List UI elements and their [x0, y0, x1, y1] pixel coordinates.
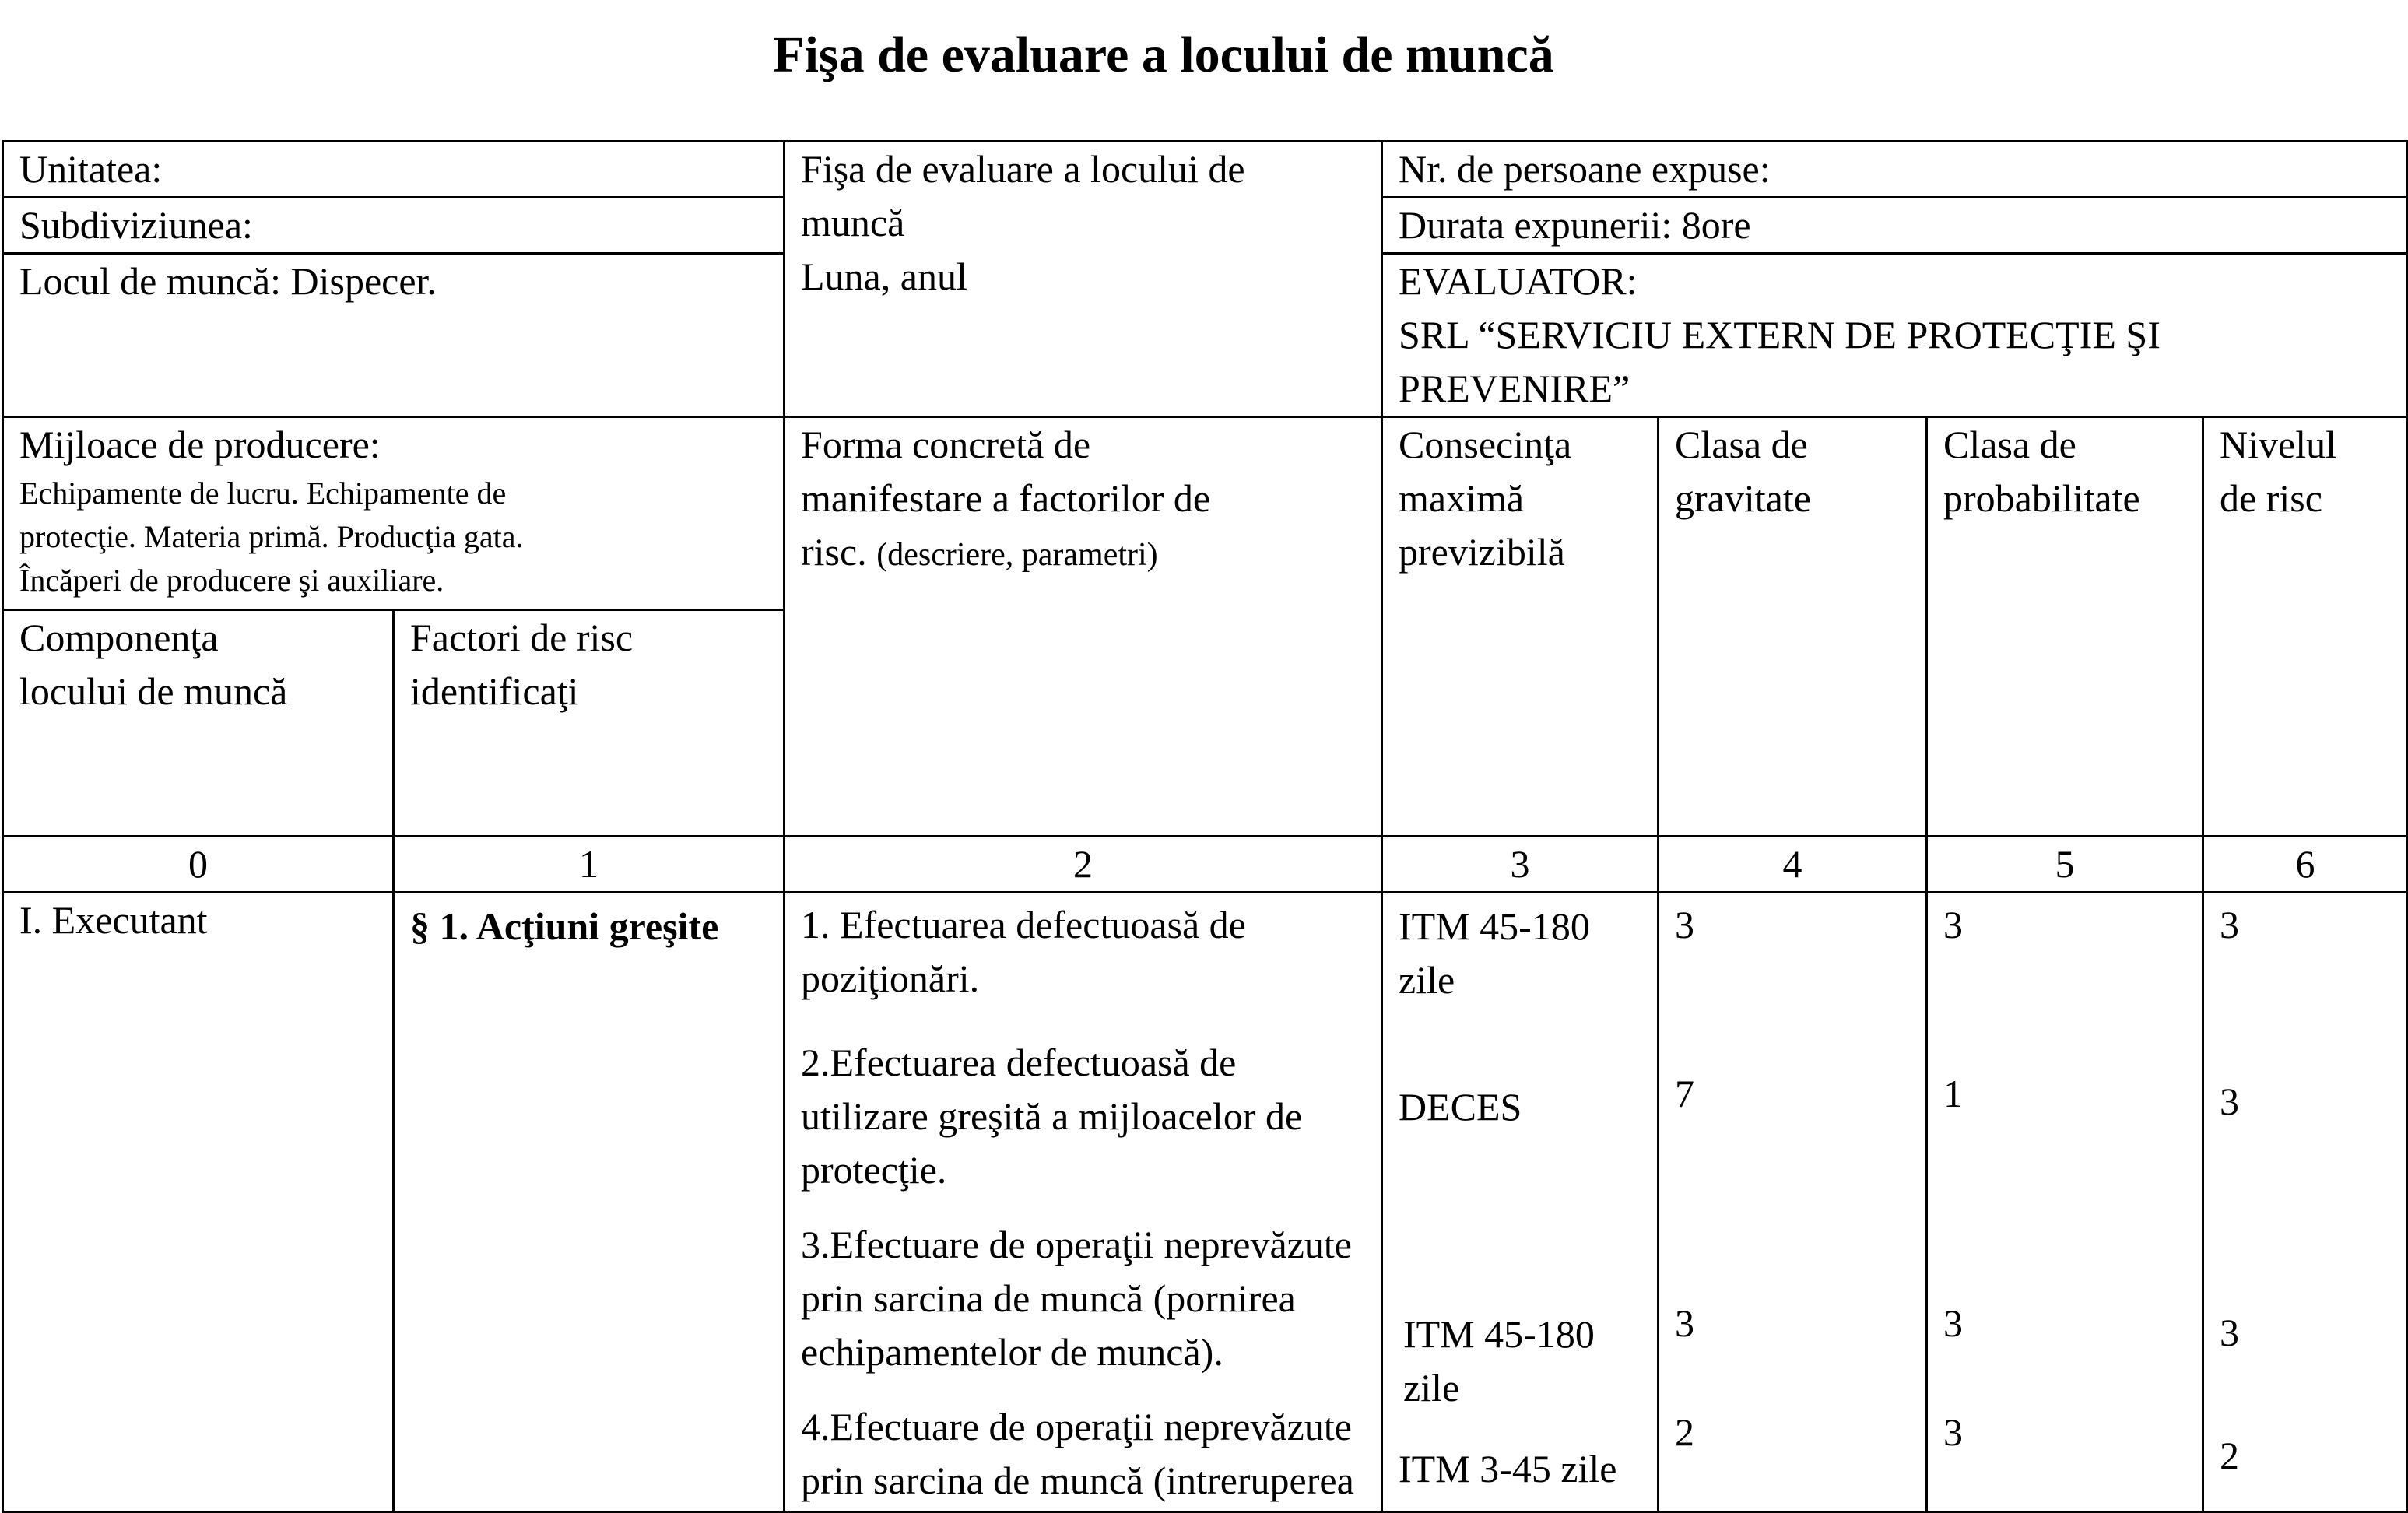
level-value: 3	[2220, 1311, 2240, 1354]
fisa-title-line1: Fişa de evaluare a locului de	[801, 147, 1245, 191]
durata-label: Durata expunerii: 8ore	[1399, 203, 1751, 247]
factori-header-cell	[394, 610, 785, 837]
durata-cell	[1382, 198, 2408, 254]
column-number: 2	[785, 837, 1382, 893]
level-cell	[2203, 893, 2408, 1512]
fisa-info-cell	[785, 142, 1382, 417]
mijloace-desc-line3: Încăperi de producere şi auxiliare.	[19, 563, 444, 598]
nivel-header-cell	[2203, 417, 2408, 837]
factori-header-line1: Factori de risc	[410, 616, 634, 659]
column-number: 1	[394, 837, 785, 893]
probability-value: 3	[1943, 1301, 1964, 1345]
componenta-header-line1: Componenţa	[19, 616, 219, 659]
document-title: Fişa de evaluare a locului de muncă	[773, 26, 1554, 83]
forma-header-cell	[785, 417, 1382, 837]
mijloace-title: Mijloace de producere:	[19, 423, 381, 466]
table-row	[3, 893, 2408, 1512]
probability-cell	[1927, 893, 2203, 1512]
risk-description-1: 1. Efectuarea defectuoasă de poziţionări.	[801, 903, 1246, 1000]
unitatea-label: Unitatea:	[19, 147, 163, 191]
gravity-value: 3	[1675, 903, 1695, 946]
risk-description-4: 4.Efectuare de operaţii neprevăzute prin sarcina de muncă (intreruperea	[801, 1405, 1354, 1502]
locul-label: Locul de muncă: Dispecer.	[19, 259, 437, 303]
consecinta-header-line2: maximă	[1399, 476, 1525, 520]
component-cell	[3, 893, 394, 1512]
nr-persoane-cell	[1382, 142, 2408, 198]
column-number: 6	[2203, 837, 2408, 893]
fisa-title-line2: muncă	[801, 201, 905, 244]
probabilitate-header-line1: Clasa de	[1943, 423, 2076, 466]
nr-persoane-label: Nr. de persoane expuse:	[1399, 147, 1771, 191]
level-value: 2	[2220, 1434, 2240, 1477]
column-number: 0	[3, 837, 394, 893]
consequence-value: ITM 45-180 zile	[1403, 1312, 1595, 1409]
factor-cell	[394, 893, 785, 1512]
locul-cell	[3, 254, 785, 417]
column-number: 3	[1382, 837, 1659, 893]
evaluator-cell	[1382, 254, 2408, 417]
column-number-row	[3, 837, 2408, 893]
evaluation-table	[2, 140, 2408, 1513]
probability-value: 3	[1943, 1410, 1964, 1454]
consequence-value: ITM 45-180 zile	[1399, 904, 1590, 1002]
gravity-value: 2	[1675, 1410, 1695, 1454]
gravitate-header-cell	[1659, 417, 1927, 837]
gravity-cell	[1659, 893, 1927, 1512]
evaluator-name-line1: SRL “SERVICIU EXTERN DE PROTECŢIE ŞI	[1399, 313, 2161, 356]
forma-header-line1: Forma concretă de	[801, 423, 1091, 466]
probabilitate-header-line2: probabilitate	[1943, 476, 2140, 520]
mijloace-cell	[3, 417, 785, 610]
subdiviziunea-cell	[3, 198, 785, 254]
probabilitate-header-cell	[1927, 417, 2203, 837]
mijloace-desc-line1: Echipamente de lucru. Echipamente de	[19, 476, 507, 511]
consecinta-header-line3: previzibilă	[1399, 530, 1565, 574]
evaluator-name-line2: PREVENIRE”	[1399, 367, 1630, 410]
consequence-value: DECES	[1399, 1085, 1522, 1129]
consequence-value: ITM 3-45 zile	[1399, 1447, 1617, 1490]
probability-value: 3	[1943, 903, 1964, 946]
componenta-header-line2: locului de muncă	[19, 669, 288, 713]
factor-label: § 1. Acţiuni greşite	[410, 904, 719, 948]
evaluator-label: EVALUATOR:	[1399, 259, 1638, 303]
forma-header-note: (descriere, parametri)	[876, 537, 1158, 573]
risk-description-3: 3.Efectuare de operaţii neprevăzute prin sarcina de muncă (pornirea echipamentelor de muncă).	[801, 1223, 1352, 1374]
consequence-cell	[1382, 893, 1659, 1512]
nivel-header-line2: de risc	[2220, 476, 2322, 520]
consecinta-header-cell	[1382, 417, 1659, 837]
risk-description-2: 2.Efectuarea defectuoasă de utilizare greşită a mijloacelor de protecţie.	[801, 1041, 1303, 1192]
component-label: I. Executant	[19, 898, 208, 942]
risk-description-cell	[785, 893, 1382, 1512]
consecinta-header-line1: Consecinţa	[1399, 423, 1572, 466]
column-number: 4	[1659, 837, 1927, 893]
gravity-value: 3	[1675, 1301, 1695, 1345]
forma-header-line3: risc.	[801, 530, 867, 574]
level-value: 3	[2220, 903, 2240, 946]
nivel-header-line1: Nivelul	[2220, 423, 2336, 466]
forma-header-line2: manifestare a factorilor de	[801, 476, 1211, 520]
probability-value: 1	[1943, 1072, 1964, 1115]
subdiviziunea-label: Subdiviziunea:	[19, 203, 253, 247]
gravitate-header-line1: Clasa de	[1675, 423, 1808, 466]
unitatea-cell	[3, 142, 785, 198]
gravity-value: 7	[1675, 1072, 1695, 1115]
level-value: 3	[2220, 1079, 2240, 1123]
mijloace-desc-line2: protecţie. Materia primă. Producţia gata.	[19, 519, 524, 554]
factori-header-line2: identificaţi	[410, 669, 579, 713]
column-number: 5	[1927, 837, 2203, 893]
fisa-period: Luna, anul	[801, 255, 967, 298]
gravitate-header-line2: gravitate	[1675, 476, 1811, 520]
componenta-header-cell	[3, 610, 394, 837]
